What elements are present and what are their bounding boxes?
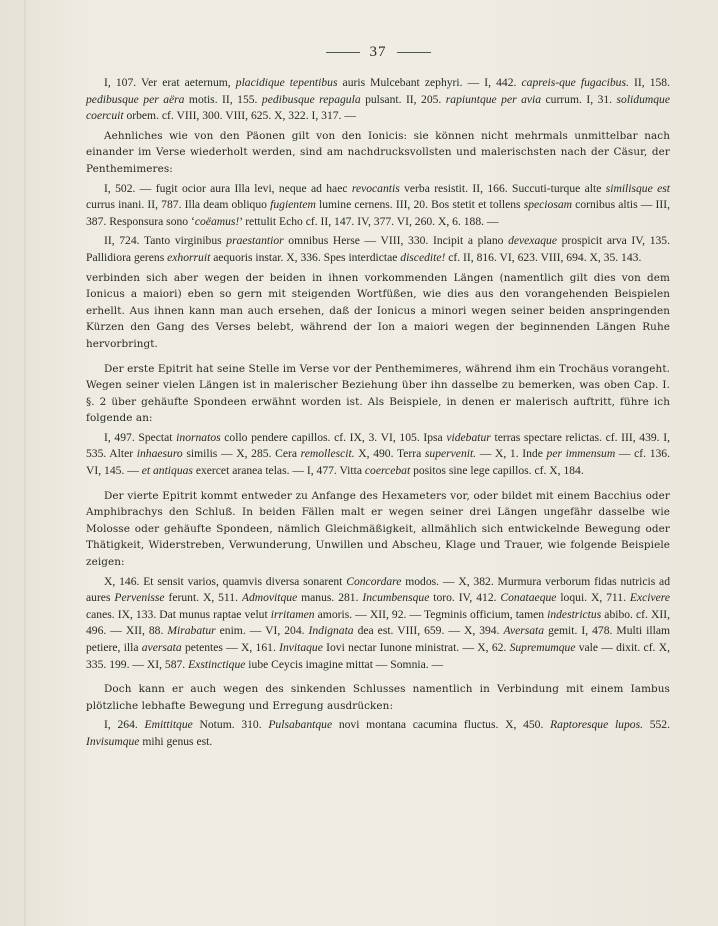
latin-quotation-paragraph: I, 502. — fugit ocior aura Illa levi, neque ad haec revocantis verba resistit. II, 166. Succuti-turque alte similisque est currus inani. II, 787. Illa deam obliquo fugientem lumine cernens. III, 20. Bos stetit et tollens speciosam cornibus altis — III, 387. Responsura sono ‘coëamus!’ rettulit Echo cf. II, 147. IV, 377. VI, 260. X, 6. 188. — bbox=[86, 181, 671, 228]
german-paragraph: Doch kann er auch wegen des sinkenden Schlusses namentlich in Verbindung mit einem Iambus plötzliche lebhafte Bewegung und Erregung ausdrücken: bbox=[86, 683, 670, 712]
latin-quotation-paragraph: X, 146. Et sensit varios, quamvis diversa sonarent Concordare modos. — X, 382. Murmura verborum fidas nutricis ad aures Pervenisse ferunt. X, 511. Admovitque manus. 281. Incumbensque toro. IV, 412. Conataeque loqui. X, 711. Excivere canes. IX, 133. Dat munus raptae velut irritamen amoris. — XII, 92. — Tegminis officium, tamen indestrictus abibo. cf. XII, 496. — XII, 88. Mirabatur enim. — VI, 204. Indignata dea est. VIII, 659. — X, 394. Aversata gemit. I, 478. Multi illam petiere, illa aversata petentes — X, 161. Invitaque Iovi nectar Iunone ministrat. — X, 62. Supremumque vale — dixit. cf. X, 335. 199. — XI, 587. Exstinctique iube Ceycis imagine mittat — Somnia. — bbox=[86, 574, 671, 671]
page-header bbox=[86, 44, 670, 61]
german-paragraph: Der erste Epitrit hat seine Stelle im Verse vor der Penthemimeres, während ihm ein Trochäus vorangeht. Wegen seiner vielen Längen ist in malerischer Beziehung über ihn dasselbe zu bemerken, was oben Cap. I. §. 2 über gehäufte Spondeen erwähnt worden ist. Als Beispiele, in denen er malerisch auftritt, führe ich folgende an: bbox=[86, 362, 670, 425]
latin-quotation-paragraph: I, 497. Spectat inornatos collo pendere capillos. cf. IX, 3. VI, 105. Ipsa videbatur terras spectare relictas. cf. III, 439. I, 535. Alter inhaesuro similis — X, 285. Cera remollescit. X, 490. Terra supervenit. — X, 1. Inde per immensum — cf. 136. VI, 145. — et antiquas exercet aranea telas. — I, 477. Vitta coercebat positos sine lege capillos. cf. X, 184. bbox=[86, 430, 670, 478]
latin-quotation-paragraph: II, 724. Tanto virginibus praestantior omnibus Herse — VIII, 330. Incipit a plano devexaque prospicit arva IV, 135. Pallidiora gerens exhorruit aequoris instar. X, 336. Spes interdictae discedite! cf. II, 816. VI, 623. VIII, 694. X, 35. 143. bbox=[86, 234, 670, 264]
german-paragraph: Aehnliches wie von den Päonen gilt von den Ionicis: sie können nicht mehrmals unmittelbar nach einander im Verse wiederholt werden, sind am nachdrucksvollsten und malerischsten nach der Cäsur, der Penthemimeres: bbox=[86, 129, 670, 175]
latin-quotation-paragraph: I, 264. Emittitque Notum. 310. Pulsabantque novi montana cacumina fluctus. X, 450. Raptoresque lupos. 552. Invisumque mihi genus est. bbox=[86, 718, 671, 748]
german-paragraph: verbinden sich aber wegen der beiden in ihnen vorkommenden Längen (namentlich gilt dies von dem Ionicus a maiori) eben so gern mit steigenden Wortfüßen, wie dies aus den vorangehenden Beispielen erhellt. Aus ihnen kann man auch ersehen, daß der Ionicus a minori wegen seiner beiden anspringenden Kürzen den Gang des Verses belebt, während der Ion a maiori wegen der beginnenden Längen Ruhe hervorbringt. bbox=[86, 271, 670, 350]
latin-quotation-paragraph: I, 107. Ver erat aeternum, placidique tepentibus auris Mulcebant zephyri. — I, 442. capreis-que fugacibus. II, 158. pedibusque per aëra motis. II, 155. pedibusque repagula pulsant. II, 205. rapiuntque per avia currum. I, 31. solidumque coercuit orbem. cf. VIII, 300. VIII, 625. X, 322. I, 317. — bbox=[86, 76, 670, 123]
german-paragraph: Der vierte Epitrit kommt entweder zu Anfange des Hexameters vor, oder bildet mit einem Bacchius oder Amphibrachys den Schluß. In beiden Fällen malt er wegen seiner drei Längen ungefähr dasselbe wie Molosse oder gehäufte Spondeen, nämlich Gleichmäßigkeit, allmählich sich entwickelnde Bewegung oder Thätigkeit, Widerstreben, Verwunderung, Unwillen und Abscheu, Klage und Trauer, wie folgende Beispiele zeigen: bbox=[86, 489, 670, 569]
page-gutter-shadow bbox=[24, 0, 26, 926]
body-text bbox=[86, 75, 670, 751]
header-rule-left bbox=[326, 52, 360, 53]
header-rule-right bbox=[397, 52, 431, 53]
page-number: 37 bbox=[369, 44, 387, 60]
